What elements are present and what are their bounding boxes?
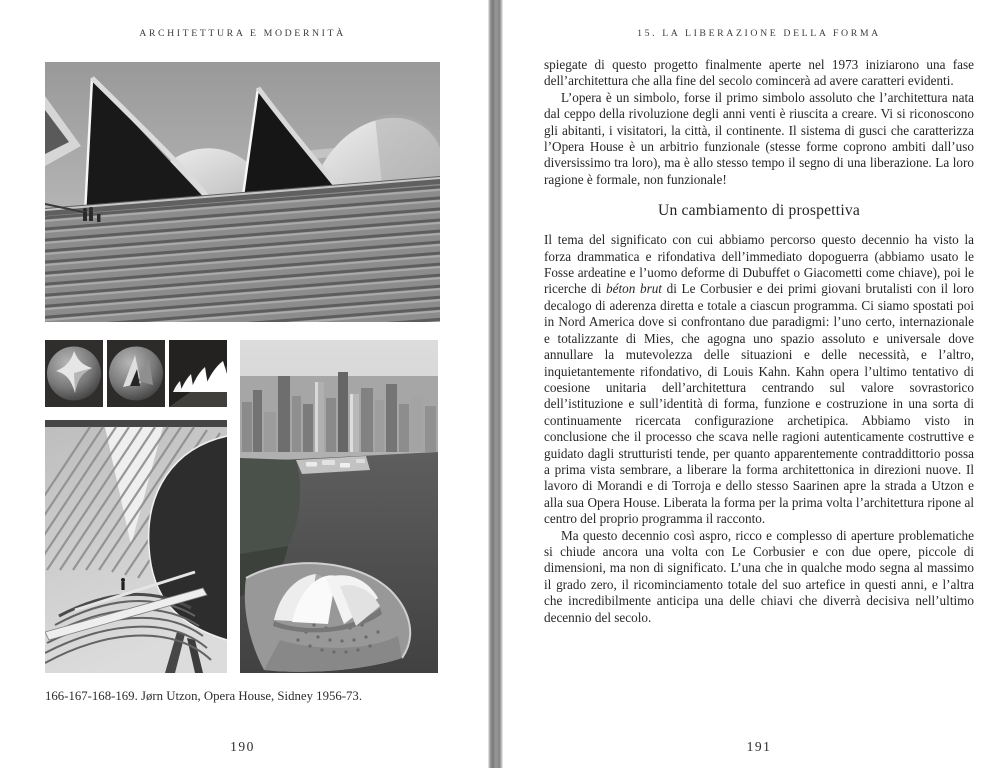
paragraph-continuation: spiegate di questo progetto finalmente aperte nel 1973 iniziarono una fase dell’architettura che alla fine del secolo comincerà ad avere caratteri evidenti. (544, 57, 974, 89)
left-page (0, 0, 488, 768)
italic-term: béton brut (606, 281, 662, 297)
section-heading: Un cambiamento di prospettiva (658, 202, 860, 220)
photo-concourse-interior (45, 420, 227, 673)
page-number-left: 190 (230, 739, 255, 754)
paragraph-tema-significato (544, 232, 974, 527)
paragraph-decennio-chiusura: Ma questo decennio così aspro, ricco e complesso di aperture problematiche si chiude ancora una volta con Le Corbusier e con due opere, piccole di dimensioni, ma non di significato. L’una che in qualche modo segna al massimo il grado zero, il ricominciamento totale del suo artefice in questi anni, e l’altra che incredibilmente anticipa una delle chiavi che diverrà decisiva nell’ultimo decennio del secolo. (544, 527, 974, 625)
photo-aerial-harbour (240, 340, 438, 673)
paragraph-segment: di Le Corbusier e dei primi giovani brutalisti con il loro decalogo di aderenza diretta e totale a ciascun programma. Ci siamo spostati poi in Nord America dove si confrontano due paradigmi: l’uno certo, internazionale e totalizzante di Mies, che agogna uno spazio assoluto e universale dove annullare la mutevolezza delle situazioni e delle necessità, e l’altro, inquietantemente rifondativo, di Louis Kahn. Kahn opera l’ultimo tentativo di coesione unitaria dell’architettura centrando sul valore sovrastorico dell’istituzione e sull’identità di forma, funzione e costruzione in una sorta di continuamente ricercata configurazione archetipica. Abbiamo visto in conclusione che il processo che scava nelle ragioni autenticamente costruttive e guidato dagli strutturisti tende, per quanto apparentemente contraddittorio possa a prima vista sembrare, a liberare la forma architettonica in direzioni nuove. Il lavoro di Morandi e di Torroja e dello stesso Saarinen apre la strada a Utzon e alla sua Opera House. Liberata la forma per la prima volta l’architettura ripone al centro del proprio programma il racconto. (544, 281, 974, 527)
right-page (503, 0, 991, 768)
page-gutter (488, 0, 503, 768)
sphere-models-illustration (45, 340, 227, 407)
aerial-illustration (240, 340, 438, 673)
photo-strip-sphere-models (45, 340, 227, 407)
paragraph-segment: Il tema del significato con cui abbiamo percorso questo decennio ha visto la forza drammatica e rifondativa dell’immediato dopoguerra (abbiamo usato le Fosse ardeatine e l’uomo deforme di Dubuffet o Giacometti come chiave), poi le ricerche di (544, 232, 974, 297)
opera-house-steps-illustration (45, 62, 440, 322)
running-head-left: ARCHITETTURA E MODERNITÀ (139, 28, 346, 39)
running-head-right: 15. LA LIBERAZIONE DELLA FORMA (637, 28, 881, 39)
page-number-right: 191 (746, 739, 772, 754)
body-text (544, 57, 974, 626)
paragraph-opera-simbolo: L’opera è un simbolo, forse il primo simbolo assoluto che l’architettura nata dal ceppo della rivoluzione degli anni venti è riuscita a creare. Vi si riconoscono gli abitanti, i visitatori, la città, il continente. Il sistema di gusci che caratterizza l’Opera House è un arbitrio funzionale (stesse forme coprono ambiti dall’uso diversissimo tra loro), ma è allo stesso tempo il segno di una liberazione. La loro ragione è formale, non funzionale! (544, 89, 974, 187)
concourse-illustration (45, 420, 227, 673)
photo-opera-house-shells-steps (45, 62, 440, 322)
figure-caption: 166-167-168-169. Jørn Utzon, Opera House, Sidney 1956-73. (45, 689, 363, 703)
